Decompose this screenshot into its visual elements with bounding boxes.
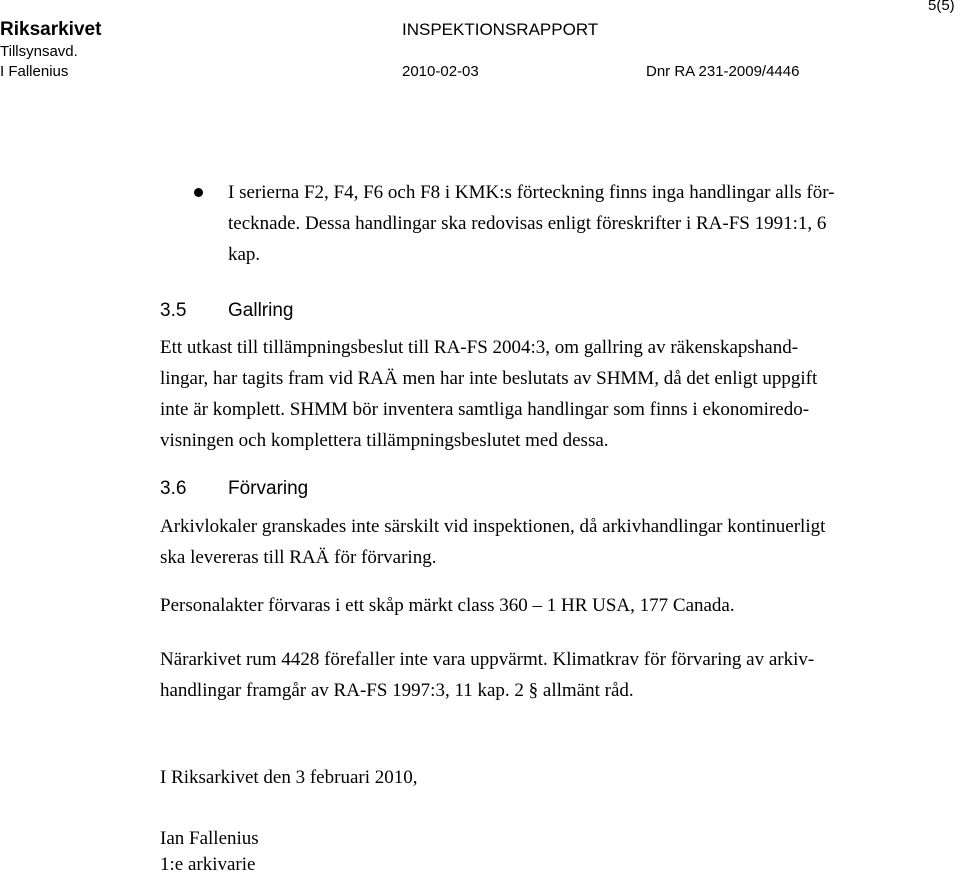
section-number: 3.6 xyxy=(160,478,187,499)
section-title: Gallring xyxy=(228,300,294,321)
paragraph-line: Ett utkast till tillämpningsbeslut till RA-FS 2004:3, om gallring av räkenskapshand- xyxy=(160,337,799,358)
signature-block xyxy=(160,826,259,878)
section-paragraph xyxy=(160,644,814,706)
signer-title: 1:e arkivarie xyxy=(160,854,256,875)
paragraph-line: Personalakter förvaras i ett skåp märkt class 360 – 1 HR USA, 177 Canada. xyxy=(160,595,735,616)
signer-name: Ian Fallenius xyxy=(160,828,259,849)
paragraph-line: Arkivlokaler granskades inte särskilt vid inspektionen, då arkivhandlingar kontinuerligt xyxy=(160,516,826,537)
paragraph-line: Närarkivet rum 4428 förefaller inte vara uppvärmt. Klimatkrav för förvaring av arkiv- xyxy=(160,649,815,670)
header-reference-number: Dnr RA 231-2009/4446 xyxy=(646,63,800,80)
header-organization: Riksarkivet xyxy=(0,19,102,40)
paragraph-line: inte är komplett. SHMM bör inventera samtliga handlingar som finns i ekonomiredo- xyxy=(160,399,810,420)
section-paragraph xyxy=(160,511,825,573)
closing-place-date xyxy=(160,762,417,793)
page-number: 5(5) xyxy=(928,0,955,14)
bullet-line: I serierna F2, F4, F6 och F8 i KMK:s förteckning finns inga handlingar alls för- xyxy=(228,182,835,203)
section-paragraph xyxy=(160,590,735,621)
bullet-line: tecknade. Dessa handlingar ska redovisas enligt föreskrifter i RA-FS 1991:1, 6 xyxy=(228,213,827,234)
section-title: Förvaring xyxy=(228,478,309,499)
bullet-icon xyxy=(194,188,203,197)
header-date: 2010-02-03 xyxy=(402,63,479,80)
paragraph-line: lingar, har tagits fram vid RAÄ men har inte beslutats av SHMM, då det enligt uppgift xyxy=(160,368,818,389)
section-number: 3.5 xyxy=(160,300,187,321)
header-department: Tillsynsavd. xyxy=(0,43,78,60)
closing-line: I Riksarkivet den 3 februari 2010, xyxy=(160,767,418,788)
bullet-line: kap. xyxy=(228,244,261,265)
paragraph-line: handlingar framgår av RA-FS 1997:3, 11 kap. 2 § allmänt råd. xyxy=(160,680,634,701)
header-author: I Fallenius xyxy=(0,63,69,80)
section-paragraph xyxy=(160,332,817,456)
bullet-paragraph xyxy=(228,177,953,270)
header-document-type: INSPEKTIONSRAPPORT xyxy=(402,20,599,39)
paragraph-line: ska levereras till RAÄ för förvaring. xyxy=(160,547,437,568)
paragraph-line: visningen och komplettera tillämpningsbeslutet med dessa. xyxy=(160,430,609,451)
